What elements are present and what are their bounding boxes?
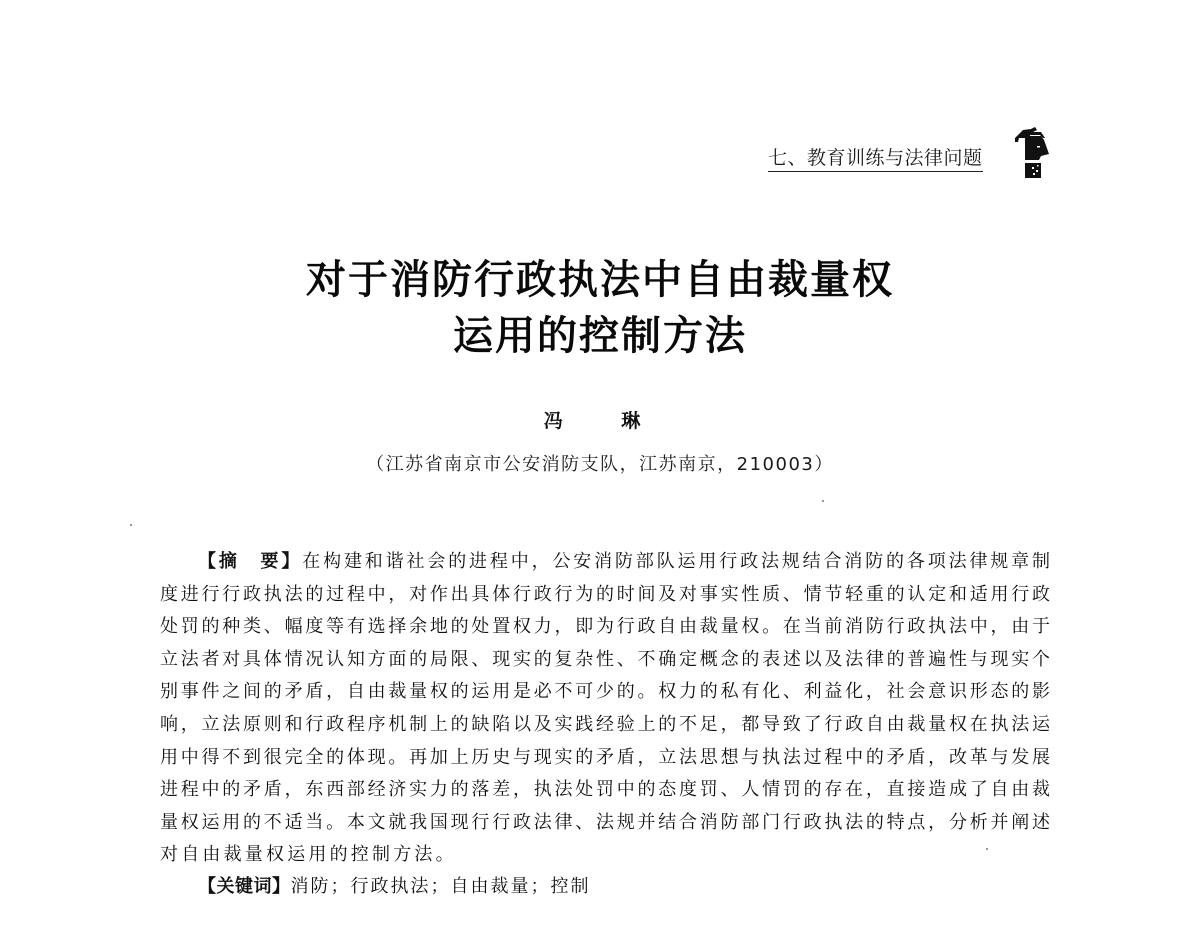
- author-affiliation: （江苏省南京市公安消防支队，江苏南京，210003）: [366, 454, 834, 475]
- author-name: 冯 琳: [543, 410, 667, 432]
- keywords-label: 【关键词】: [198, 876, 291, 897]
- abstract-line: 响，立法原则和行政程序机制上的缺陷以及实践经验上的不足，都导致了行政自由裁量权在执法运: [160, 713, 1050, 735]
- scan-speck: [822, 500, 824, 502]
- fire-extinguisher-icon: [1013, 126, 1053, 178]
- abstract-line: [160, 546, 1050, 579]
- article-title-line-2: 运用的控制方法: [453, 312, 747, 359]
- section-header-text: 七、教育训练与法律问题: [768, 146, 983, 172]
- abstract-line: 别事件之间的矛盾，自由裁量权的运用是必不可少的。权力的私有化、利益化，社会意识形态的影: [160, 681, 1050, 703]
- abstract-line: 对自由裁量权运用的控制方法。: [160, 844, 457, 866]
- abstract-line: 进程中的矛盾，东西部经济实力的落差，执法处罚中的态度罚、人情罚的存在，直接造成了自由裁: [160, 779, 1050, 801]
- abstract-label: 【摘 要】: [198, 551, 303, 572]
- abstract-line: 度进行行政执法的过程中，对作出具体行政行为的时间及对事实性质、情节轻重的认定和适用行政: [160, 583, 1050, 605]
- keywords: [198, 872, 591, 902]
- article-title-line-1: 对于消防行政执法中自由裁量权: [306, 256, 894, 303]
- scan-speck: [986, 848, 988, 850]
- abstract-line-text: 在构建和谐社会的进程中，公安消防部队运用行政法规结合消防的各项法律规章制: [302, 551, 1050, 572]
- scan-speck: [130, 524, 132, 526]
- abstract-line: 处罚的种类、幅度等有选择余地的处置权力，即为行政自由裁量权。在当前消防行政执法中，由于: [160, 616, 1050, 638]
- keywords-text: 消防；行政执法；自由裁量；控制: [290, 876, 591, 897]
- abstract-line: 立法者对具体情况认知方面的局限、现实的复杂性、不确定概念的表述以及法律的普遍性与现实个: [160, 648, 1050, 670]
- abstract-line: 用中得不到很完全的体现。再加上历史与现实的矛盾，立法思想与执法过程中的矛盾，改革与发展: [160, 746, 1050, 768]
- abstract-line: 量权运用的不适当。本文就我国现行行政法律、法规并结合消防部门行政执法的特点，分析并阐述: [160, 811, 1050, 833]
- section-header: [768, 146, 983, 172]
- abstract: [160, 546, 1050, 872]
